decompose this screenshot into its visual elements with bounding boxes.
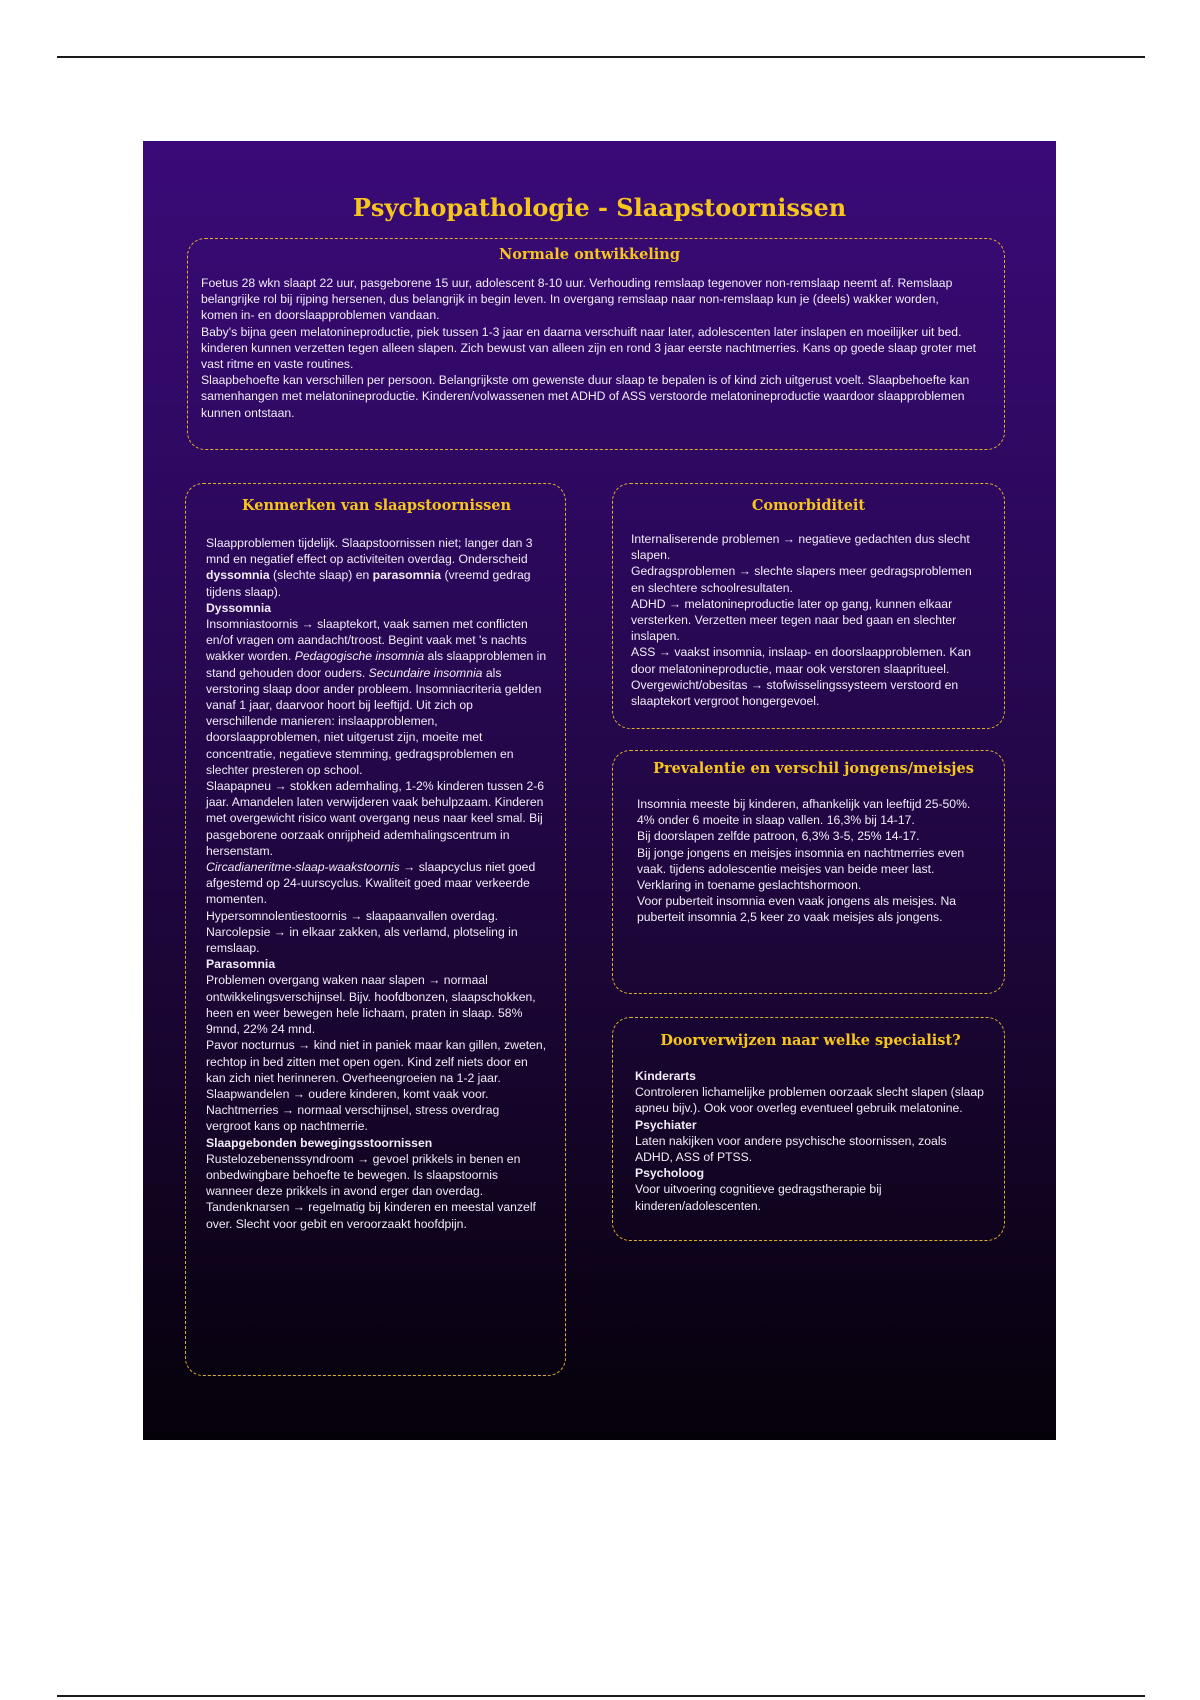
paragraph: Foetus 28 wkn slaapt 22 uur, pasgeborene 15 uur, adolescent 8-10 uur. Verhouding remslaap tegenover non-remslaap neemt af. Remslaap belangrijke rol bij rijping hersenen, dus belangrijk in begin leven. In overgang remslaap naar non-remslaap kun je (deels) wakker worden, komen in- en doorslaapproblemen vandaan.	[201, 276, 953, 323]
paragraph: kinderen kunnen verzetten tegen alleen slapen. Zich bewust van alleen zijn en rond 3 jaar eerste nachtmerries. Kans op goede slaap groter met vast ritme en vaste routines.	[201, 340, 977, 372]
subheading-dyssomnia: Dyssomnia	[206, 600, 272, 615]
section-doorverwijzen	[612, 1017, 1005, 1241]
intro-text: Slaapproblemen tijdelijk. Slaapstoornissen niet; langer dan 3 mnd en negatief effect op activiteiten overdag. Onderscheid	[206, 536, 533, 567]
specialist-name: Psycholoog	[635, 1166, 705, 1181]
insomnia-text: Insomniastoornis → slaaptekort, vaak samen met conflicten en/of vragen om aandacht/troost. Begint vaak met 's nachts wakker worden.	[206, 617, 528, 664]
section-heading: Prevalentie en verschil jongens/meisjes	[653, 760, 974, 777]
section-heading: Normale ontwikkeling	[498, 246, 680, 263]
intro-text: (vreemd gedrag tijdens slaap).	[206, 568, 531, 599]
section-kenmerken	[185, 483, 566, 1376]
section-heading: Comorbiditeit	[751, 497, 866, 514]
paragraph: Slaapbehoefte kan verschillen per persoon. Belangrijkste om gewenste duur slaap te bepalen is of kind zich uitgerust voelt. Slaapbehoefte kan samenhangen met melatonineproductie. Kinderen/volwassenen met ADHD of ASS verstoorde melatonineproductie waardoor slaapproblemen kunnen ontstaan.	[201, 373, 970, 420]
section-heading: Kenmerken van slaapstoornissen	[241, 497, 512, 514]
bottom-divider	[57, 1695, 1145, 1697]
specialist-text: Laten nakijken voor andere psychische stoornissen, zoals ADHD, ASS of PTSS.	[635, 1133, 947, 1165]
list-item: Bij doorslapen zelfde patroon, 6,3% 3-5, 25% 14-17.	[637, 829, 920, 844]
list-item: Bij jonge jongens en meisjes insomnia en nachtmerries even vaak. tijdens adolescentie meisjes van beide meer last. Verklaring in toename geslachtshormoon.	[637, 845, 965, 893]
nachtmerries-paragraph: Nachtmerries → normaal verschijnsel, stress overdrag vergroot kans op nachtmerrie.	[206, 1103, 500, 1134]
list-item: ASS → vaakst insomnia, inslaap- en doorslaapproblemen. Kan door melatonineproductie, maar ook verstoren slaapritueel.	[631, 645, 972, 676]
specialist-text: Voor uitvoering cognitieve gedragstherapie bij kinderen/adolescenten.	[635, 1182, 882, 1213]
list-item: Internaliserende problemen → negatieve gedachten dus slecht slapen.	[631, 532, 970, 563]
insomnia-paragraph	[206, 616, 547, 778]
rls-paragraph: Rustelozebenenssyndroom → gevoel prikkels in benen en onbedwingbare behoefte te bewegen. Is slaapstoornis wanneer deze prikkels in avond erger dan overdag.	[206, 1151, 521, 1199]
tandenknarsen-paragraph: Tandenknarsen → regelmatig bij kinderen en meestal vanzelf over. Slecht voor gebit en veroorzaakt hoofdpijn.	[206, 1200, 536, 1231]
insomnia-text: als verstoring slaap door ander probleem. Insomniacriteria gelden vanaf 1 jaar, daarvoor hoort bij leeftijd. Uit zich op verschillende manieren: inslaapproblemen, doorslaapproblemen, niet uitgerust zijn, moeite met concentratie, negatieve stemming, gedragsproblemen en slechter presteren op school.	[206, 665, 542, 777]
list-item: Overgewicht/obesitas → stofwisselingssysteem verstoord en slaaptekort vergroot hongergevoel.	[631, 677, 959, 709]
section-comorbiditeit	[612, 483, 1005, 729]
poster	[143, 141, 1056, 1440]
intro-text: (slechte slaap) en	[269, 568, 373, 583]
specialist-name: Kinderarts	[635, 1069, 696, 1083]
paragraph: Baby's bijna geen melatonineproductie, piek tussen 1-3 jaar en daarna verschuift naar later, adolescenten later inslapen en moeilijker uit bed.	[201, 324, 962, 339]
term-circadiaan: Circadianeritme-slaap-waakstoornis	[206, 860, 400, 875]
subheading-bewegingsstoornissen: Slaapgebonden bewegingsstoornissen	[206, 1135, 433, 1150]
top-divider	[57, 56, 1145, 58]
pavor-paragraph: Pavor nocturnus → kind niet in paniek maar kan gillen, zweten, rechtop in bed zitten met open ogen. Kind zelf niets door en kan zich niet herinneren. Overheengroeien na 1-2 jaar.	[206, 1038, 547, 1085]
list-item: Gedragsproblemen → slechte slapers meer gedragsproblemen en slechtere schoolresultaten.	[631, 564, 972, 595]
section-normale-ontwikkeling	[187, 238, 1005, 450]
term-dyssomnia: dyssomnia	[206, 568, 270, 583]
apneu-paragraph: Slaapapneu → stokken ademhaling, 1-2% kinderen tussen 2-6 jaar. Amandelen laten verwijderen vaak behulpzaam. Kinderen met overgewicht risico want overgang neus naar keel smal. Bij pasgeborene oorzaak onrijpheid ademhalingscentrum in hersenstam.	[206, 779, 545, 858]
page-title: Psychopathologie - Slaapstoornissen	[352, 193, 847, 222]
overgang-paragraph: Problemen overgang waken naar slapen → normaal ontwikkelingsverschijnsel. Bijv. hoofdbonzen, slaapschokken, heen en weer bewegen hele lichaam, praten in slaap. 58% 9mnd, 22% 24 mnd.	[206, 973, 536, 1037]
section-prevalentie	[612, 750, 1005, 994]
list-item: Voor puberteit insomnia even vaak jongens als meisjes. Na puberteit insomnia 2,5 keer zo vaak meisjes als jongens.	[637, 894, 957, 925]
intro-paragraph	[206, 535, 547, 600]
slaapwandelen-paragraph: Slaapwandelen → oudere kinderen, komt vaak voor.	[206, 1086, 489, 1101]
section-heading: Doorverwijzen naar welke specialist?	[660, 1032, 961, 1049]
circadiaan-paragraph	[206, 859, 547, 908]
term-secundaire-insomnia: Secundaire insomnia	[368, 665, 483, 680]
term-parasomnia: parasomnia	[372, 568, 442, 583]
term-pedagogische-insomnia: Pedagogische insomnia	[294, 649, 425, 664]
specialist-name: Psychiater	[635, 1117, 697, 1132]
list-item: ADHD → melatonineproductie later op gang, kunnen elkaar versterken. Verzetten meer tegen naar bed gaan en slechter inslapen.	[631, 596, 957, 644]
circadiaan-text: → slaapcyclus niet goed afgestemd op 24-uurscyclus. Kwaliteit goed maar verkeerde momenten.	[206, 860, 536, 907]
subheading-parasomnia: Parasomnia	[206, 957, 276, 972]
specialist-text: Controleren lichamelijke problemen oorzaak slecht slapen (slaap apneu bijv.). Ook voor overleg eventueel gebruik melatonine.	[635, 1085, 984, 1116]
narcolepsie-paragraph: Narcolepsie → in elkaar zakken, als verlamd, plotseling in remslaap.	[206, 924, 518, 956]
list-item: 4% onder 6 moeite in slaap vallen. 16,3% bij 14-17.	[637, 813, 915, 828]
list-item: Insomnia meeste bij kinderen, afhankelijk van leeftijd 25-50%.	[637, 797, 971, 811]
hypersomnolentie-paragraph: Hypersomnolentiestoornis → slaapaanvallen overdag.	[206, 908, 498, 923]
insomnia-text: als slaapproblemen in stand gehouden door ouders.	[206, 649, 547, 680]
